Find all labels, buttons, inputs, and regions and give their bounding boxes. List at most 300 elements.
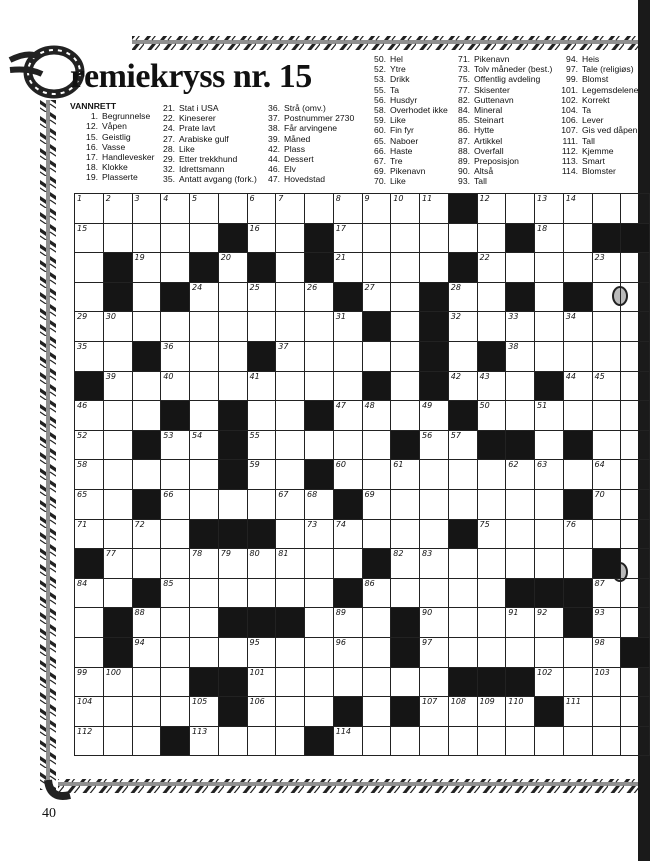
grid-cell[interactable] xyxy=(362,341,391,371)
grid-cell[interactable] xyxy=(305,194,334,224)
grid-cell[interactable] xyxy=(362,401,391,431)
grid-cell[interactable] xyxy=(477,194,506,224)
grid-cell[interactable] xyxy=(276,519,305,549)
grid-cell[interactable] xyxy=(621,460,650,490)
grid-cell[interactable] xyxy=(218,194,247,224)
grid-cell[interactable] xyxy=(362,519,391,549)
grid-cell[interactable] xyxy=(563,637,592,667)
grid-cell[interactable] xyxy=(506,253,535,283)
grid-cell[interactable] xyxy=(362,460,391,490)
grid-cell[interactable] xyxy=(621,726,650,756)
grid-cell[interactable] xyxy=(190,489,219,519)
grid-cell[interactable] xyxy=(276,223,305,253)
grid-cell[interactable] xyxy=(190,697,219,727)
grid-cell[interactable] xyxy=(103,519,132,549)
grid-cell[interactable] xyxy=(161,578,190,608)
grid-cell[interactable] xyxy=(477,282,506,312)
grid-cell[interactable] xyxy=(477,489,506,519)
grid-cell[interactable] xyxy=(247,637,276,667)
grid-cell[interactable] xyxy=(276,401,305,431)
grid-cell[interactable] xyxy=(218,341,247,371)
grid-cell[interactable] xyxy=(477,253,506,283)
grid-cell[interactable] xyxy=(247,578,276,608)
grid-cell[interactable] xyxy=(247,697,276,727)
grid-cell[interactable] xyxy=(75,282,104,312)
grid-cell[interactable] xyxy=(103,460,132,490)
grid-cell[interactable] xyxy=(535,430,564,460)
grid-cell[interactable] xyxy=(333,608,362,638)
grid-cell[interactable] xyxy=(391,667,420,697)
grid-cell[interactable] xyxy=(506,194,535,224)
grid-cell[interactable] xyxy=(362,253,391,283)
grid-cell[interactable] xyxy=(103,194,132,224)
grid-cell[interactable] xyxy=(247,401,276,431)
grid-cell[interactable] xyxy=(333,637,362,667)
grid-cell[interactable] xyxy=(75,401,104,431)
grid-cell[interactable] xyxy=(132,371,161,401)
grid-cell[interactable] xyxy=(391,578,420,608)
grid-cell[interactable] xyxy=(420,667,449,697)
grid-cell[interactable] xyxy=(448,608,477,638)
grid-cell[interactable] xyxy=(506,489,535,519)
grid-cell[interactable] xyxy=(362,282,391,312)
grid-cell[interactable] xyxy=(190,460,219,490)
grid-cell[interactable] xyxy=(563,253,592,283)
grid-cell[interactable] xyxy=(448,489,477,519)
grid-cell[interactable] xyxy=(75,637,104,667)
grid-cell[interactable] xyxy=(218,549,247,579)
grid-cell[interactable] xyxy=(103,430,132,460)
grid-cell[interactable] xyxy=(218,637,247,667)
grid-cell[interactable] xyxy=(305,371,334,401)
grid-cell[interactable] xyxy=(506,637,535,667)
grid-cell[interactable] xyxy=(420,430,449,460)
grid-cell[interactable] xyxy=(276,726,305,756)
grid-cell[interactable] xyxy=(305,341,334,371)
grid-cell[interactable] xyxy=(391,282,420,312)
grid-cell[interactable] xyxy=(276,697,305,727)
grid-cell[interactable] xyxy=(535,223,564,253)
grid-cell[interactable] xyxy=(621,667,650,697)
grid-cell[interactable] xyxy=(506,460,535,490)
grid-cell[interactable] xyxy=(190,578,219,608)
grid-cell[interactable] xyxy=(362,489,391,519)
grid-cell[interactable] xyxy=(276,341,305,371)
grid-cell[interactable] xyxy=(506,726,535,756)
grid-cell[interactable] xyxy=(190,312,219,342)
grid-cell[interactable] xyxy=(420,726,449,756)
grid-cell[interactable] xyxy=(563,726,592,756)
grid-cell[interactable] xyxy=(621,341,650,371)
grid-cell[interactable] xyxy=(276,460,305,490)
grid-cell[interactable] xyxy=(132,697,161,727)
grid-cell[interactable] xyxy=(75,578,104,608)
grid-cell[interactable] xyxy=(103,726,132,756)
grid-cell[interactable] xyxy=(75,519,104,549)
grid-cell[interactable] xyxy=(563,667,592,697)
grid-cell[interactable] xyxy=(132,401,161,431)
grid-cell[interactable] xyxy=(448,312,477,342)
grid-cell[interactable] xyxy=(362,726,391,756)
grid-cell[interactable] xyxy=(247,194,276,224)
grid-cell[interactable] xyxy=(190,726,219,756)
grid-cell[interactable] xyxy=(420,460,449,490)
grid-cell[interactable] xyxy=(132,194,161,224)
grid-cell[interactable] xyxy=(535,282,564,312)
grid-cell[interactable] xyxy=(621,549,650,579)
grid-cell[interactable] xyxy=(161,430,190,460)
grid-cell[interactable] xyxy=(563,460,592,490)
grid-cell[interactable] xyxy=(535,549,564,579)
grid-cell[interactable] xyxy=(563,223,592,253)
grid-cell[interactable] xyxy=(391,726,420,756)
grid-cell[interactable] xyxy=(276,253,305,283)
grid-cell[interactable] xyxy=(535,312,564,342)
grid-cell[interactable] xyxy=(420,578,449,608)
grid-cell[interactable] xyxy=(75,667,104,697)
grid-cell[interactable] xyxy=(535,489,564,519)
grid-cell[interactable] xyxy=(276,312,305,342)
grid-cell[interactable] xyxy=(218,489,247,519)
grid-cell[interactable] xyxy=(333,667,362,697)
grid-cell[interactable] xyxy=(391,401,420,431)
grid-cell[interactable] xyxy=(190,371,219,401)
grid-cell[interactable] xyxy=(276,578,305,608)
grid-cell[interactable] xyxy=(333,401,362,431)
grid-cell[interactable] xyxy=(218,726,247,756)
grid-cell[interactable] xyxy=(506,519,535,549)
grid-cell[interactable] xyxy=(333,253,362,283)
grid-cell[interactable] xyxy=(477,608,506,638)
grid-cell[interactable] xyxy=(477,697,506,727)
grid-cell[interactable] xyxy=(276,430,305,460)
grid-cell[interactable] xyxy=(103,341,132,371)
grid-cell[interactable] xyxy=(333,549,362,579)
grid-cell[interactable] xyxy=(75,194,104,224)
grid-cell[interactable] xyxy=(621,578,650,608)
grid-cell[interactable] xyxy=(161,341,190,371)
grid-cell[interactable] xyxy=(362,667,391,697)
grid-cell[interactable] xyxy=(305,637,334,667)
grid-cell[interactable] xyxy=(621,371,650,401)
grid-cell[interactable] xyxy=(448,341,477,371)
grid-cell[interactable] xyxy=(161,460,190,490)
grid-cell[interactable] xyxy=(621,697,650,727)
grid-cell[interactable] xyxy=(305,578,334,608)
grid-cell[interactable] xyxy=(161,608,190,638)
grid-cell[interactable] xyxy=(535,401,564,431)
grid-cell[interactable] xyxy=(103,667,132,697)
grid-cell[interactable] xyxy=(420,253,449,283)
grid-cell[interactable] xyxy=(362,578,391,608)
grid-cell[interactable] xyxy=(132,667,161,697)
grid-cell[interactable] xyxy=(103,697,132,727)
grid-cell[interactable] xyxy=(420,549,449,579)
grid-cell[interactable] xyxy=(448,282,477,312)
grid-cell[interactable] xyxy=(132,223,161,253)
grid-cell[interactable] xyxy=(621,253,650,283)
grid-cell[interactable] xyxy=(75,253,104,283)
grid-cell[interactable] xyxy=(592,667,621,697)
grid-cell[interactable] xyxy=(161,371,190,401)
grid-cell[interactable] xyxy=(190,282,219,312)
grid-cell[interactable] xyxy=(247,489,276,519)
grid-cell[interactable] xyxy=(103,578,132,608)
grid-cell[interactable] xyxy=(592,194,621,224)
grid-cell[interactable] xyxy=(161,519,190,549)
grid-cell[interactable] xyxy=(563,519,592,549)
grid-cell[interactable] xyxy=(247,312,276,342)
grid-cell[interactable] xyxy=(506,341,535,371)
grid-cell[interactable] xyxy=(218,371,247,401)
grid-cell[interactable] xyxy=(161,667,190,697)
grid-cell[interactable] xyxy=(477,549,506,579)
grid-cell[interactable] xyxy=(305,489,334,519)
grid-cell[interactable] xyxy=(305,519,334,549)
grid-cell[interactable] xyxy=(132,519,161,549)
grid-cell[interactable] xyxy=(103,401,132,431)
grid-cell[interactable] xyxy=(448,430,477,460)
grid-cell[interactable] xyxy=(420,489,449,519)
grid-cell[interactable] xyxy=(161,194,190,224)
grid-cell[interactable] xyxy=(190,223,219,253)
grid-cell[interactable] xyxy=(391,312,420,342)
grid-cell[interactable] xyxy=(621,489,650,519)
grid-cell[interactable] xyxy=(506,371,535,401)
grid-cell[interactable] xyxy=(276,194,305,224)
grid-cell[interactable] xyxy=(305,608,334,638)
grid-cell[interactable] xyxy=(132,637,161,667)
grid-cell[interactable] xyxy=(362,637,391,667)
grid-cell[interactable] xyxy=(535,637,564,667)
grid-cell[interactable] xyxy=(218,578,247,608)
grid-cell[interactable] xyxy=(305,282,334,312)
grid-cell[interactable] xyxy=(535,608,564,638)
grid-cell[interactable] xyxy=(448,549,477,579)
grid-cell[interactable] xyxy=(563,341,592,371)
grid-cell[interactable] xyxy=(247,667,276,697)
grid-cell[interactable] xyxy=(333,194,362,224)
grid-cell[interactable] xyxy=(563,697,592,727)
grid-cell[interactable] xyxy=(132,253,161,283)
grid-cell[interactable] xyxy=(592,312,621,342)
grid-cell[interactable] xyxy=(506,401,535,431)
grid-cell[interactable] xyxy=(333,430,362,460)
grid-cell[interactable] xyxy=(333,371,362,401)
grid-cell[interactable] xyxy=(420,637,449,667)
grid-cell[interactable] xyxy=(218,312,247,342)
grid-cell[interactable] xyxy=(563,371,592,401)
grid-cell[interactable] xyxy=(103,371,132,401)
grid-cell[interactable] xyxy=(247,371,276,401)
grid-cell[interactable] xyxy=(247,726,276,756)
grid-cell[interactable] xyxy=(132,460,161,490)
grid-cell[interactable] xyxy=(247,282,276,312)
grid-cell[interactable] xyxy=(75,312,104,342)
grid-cell[interactable] xyxy=(132,549,161,579)
grid-cell[interactable] xyxy=(103,223,132,253)
grid-cell[interactable] xyxy=(448,726,477,756)
grid-cell[interactable] xyxy=(621,519,650,549)
grid-cell[interactable] xyxy=(218,282,247,312)
grid-cell[interactable] xyxy=(477,223,506,253)
grid-cell[interactable] xyxy=(362,194,391,224)
grid-cell[interactable] xyxy=(161,697,190,727)
grid-cell[interactable] xyxy=(535,519,564,549)
grid-cell[interactable] xyxy=(563,312,592,342)
grid-cell[interactable] xyxy=(477,371,506,401)
grid-cell[interactable] xyxy=(477,460,506,490)
grid-cell[interactable] xyxy=(477,637,506,667)
grid-cell[interactable] xyxy=(132,312,161,342)
grid-cell[interactable] xyxy=(161,637,190,667)
grid-cell[interactable] xyxy=(362,223,391,253)
grid-cell[interactable] xyxy=(448,637,477,667)
grid-cell[interactable] xyxy=(420,194,449,224)
grid-cell[interactable] xyxy=(75,608,104,638)
grid-cell[interactable] xyxy=(592,430,621,460)
grid-cell[interactable] xyxy=(420,519,449,549)
grid-cell[interactable] xyxy=(75,489,104,519)
grid-cell[interactable] xyxy=(592,371,621,401)
grid-cell[interactable] xyxy=(132,608,161,638)
grid-cell[interactable] xyxy=(247,549,276,579)
grid-cell[interactable] xyxy=(448,460,477,490)
grid-cell[interactable] xyxy=(506,697,535,727)
grid-cell[interactable] xyxy=(391,194,420,224)
grid-cell[interactable] xyxy=(190,637,219,667)
grid-cell[interactable] xyxy=(420,608,449,638)
grid-cell[interactable] xyxy=(621,194,650,224)
grid-cell[interactable] xyxy=(477,312,506,342)
grid-cell[interactable] xyxy=(391,341,420,371)
grid-cell[interactable] xyxy=(592,578,621,608)
grid-cell[interactable] xyxy=(391,489,420,519)
grid-cell[interactable] xyxy=(276,282,305,312)
grid-cell[interactable] xyxy=(305,667,334,697)
grid-cell[interactable] xyxy=(592,608,621,638)
grid-cell[interactable] xyxy=(448,697,477,727)
grid-cell[interactable] xyxy=(276,549,305,579)
grid-cell[interactable] xyxy=(506,312,535,342)
grid-cell[interactable] xyxy=(391,371,420,401)
grid-cell[interactable] xyxy=(305,549,334,579)
grid-cell[interactable] xyxy=(333,460,362,490)
grid-cell[interactable] xyxy=(333,312,362,342)
grid-cell[interactable] xyxy=(333,519,362,549)
grid-cell[interactable] xyxy=(190,401,219,431)
grid-cell[interactable] xyxy=(448,371,477,401)
grid-cell[interactable] xyxy=(362,430,391,460)
grid-cell[interactable] xyxy=(592,726,621,756)
grid-cell[interactable] xyxy=(276,371,305,401)
grid-cell[interactable] xyxy=(161,312,190,342)
grid-cell[interactable] xyxy=(535,341,564,371)
grid-cell[interactable] xyxy=(420,223,449,253)
grid-cell[interactable] xyxy=(362,697,391,727)
grid-cell[interactable] xyxy=(420,401,449,431)
grid-cell[interactable] xyxy=(391,549,420,579)
grid-cell[interactable] xyxy=(103,312,132,342)
grid-cell[interactable] xyxy=(592,519,621,549)
grid-cell[interactable] xyxy=(592,489,621,519)
grid-cell[interactable] xyxy=(477,519,506,549)
grid-cell[interactable] xyxy=(621,401,650,431)
grid-cell[interactable] xyxy=(391,519,420,549)
grid-cell[interactable] xyxy=(247,460,276,490)
grid-cell[interactable] xyxy=(305,312,334,342)
grid-cell[interactable] xyxy=(563,194,592,224)
grid-cell[interactable] xyxy=(592,401,621,431)
grid-cell[interactable] xyxy=(305,430,334,460)
grid-cell[interactable] xyxy=(276,667,305,697)
grid-cell[interactable] xyxy=(75,223,104,253)
grid-cell[interactable] xyxy=(621,312,650,342)
grid-cell[interactable] xyxy=(276,637,305,667)
grid-cell[interactable] xyxy=(75,430,104,460)
grid-cell[interactable] xyxy=(161,489,190,519)
grid-cell[interactable] xyxy=(506,608,535,638)
grid-cell[interactable] xyxy=(391,460,420,490)
grid-cell[interactable] xyxy=(448,578,477,608)
grid-cell[interactable] xyxy=(448,223,477,253)
grid-cell[interactable] xyxy=(535,253,564,283)
grid-cell[interactable] xyxy=(190,341,219,371)
grid-cell[interactable] xyxy=(535,667,564,697)
grid-cell[interactable] xyxy=(477,726,506,756)
grid-cell[interactable] xyxy=(362,608,391,638)
grid-cell[interactable] xyxy=(477,578,506,608)
grid-cell[interactable] xyxy=(247,223,276,253)
grid-cell[interactable] xyxy=(75,697,104,727)
grid-cell[interactable] xyxy=(190,549,219,579)
grid-cell[interactable] xyxy=(333,223,362,253)
grid-cell[interactable] xyxy=(161,549,190,579)
grid-cell[interactable] xyxy=(190,430,219,460)
grid-cell[interactable] xyxy=(621,282,650,312)
grid-cell[interactable] xyxy=(132,726,161,756)
grid-cell[interactable] xyxy=(190,608,219,638)
grid-cell[interactable] xyxy=(333,341,362,371)
grid-cell[interactable] xyxy=(592,637,621,667)
grid-cell[interactable] xyxy=(592,460,621,490)
grid-cell[interactable] xyxy=(563,549,592,579)
grid-cell[interactable] xyxy=(161,223,190,253)
grid-cell[interactable] xyxy=(75,726,104,756)
grid-cell[interactable] xyxy=(276,489,305,519)
grid-cell[interactable] xyxy=(535,726,564,756)
grid-cell[interactable] xyxy=(621,608,650,638)
grid-cell[interactable] xyxy=(621,430,650,460)
grid-cell[interactable] xyxy=(391,253,420,283)
grid-cell[interactable] xyxy=(592,282,621,312)
grid-cell[interactable] xyxy=(333,726,362,756)
grid-cell[interactable] xyxy=(103,549,132,579)
grid-cell[interactable] xyxy=(218,253,247,283)
grid-cell[interactable] xyxy=(420,697,449,727)
grid-cell[interactable] xyxy=(247,430,276,460)
grid-cell[interactable] xyxy=(535,460,564,490)
grid-cell[interactable] xyxy=(391,223,420,253)
grid-cell[interactable] xyxy=(305,697,334,727)
grid-cell[interactable] xyxy=(75,341,104,371)
grid-cell[interactable] xyxy=(563,401,592,431)
grid-cell[interactable] xyxy=(592,253,621,283)
grid-cell[interactable] xyxy=(190,194,219,224)
grid-cell[interactable] xyxy=(506,549,535,579)
grid-cell[interactable] xyxy=(132,282,161,312)
grid-cell[interactable] xyxy=(477,401,506,431)
